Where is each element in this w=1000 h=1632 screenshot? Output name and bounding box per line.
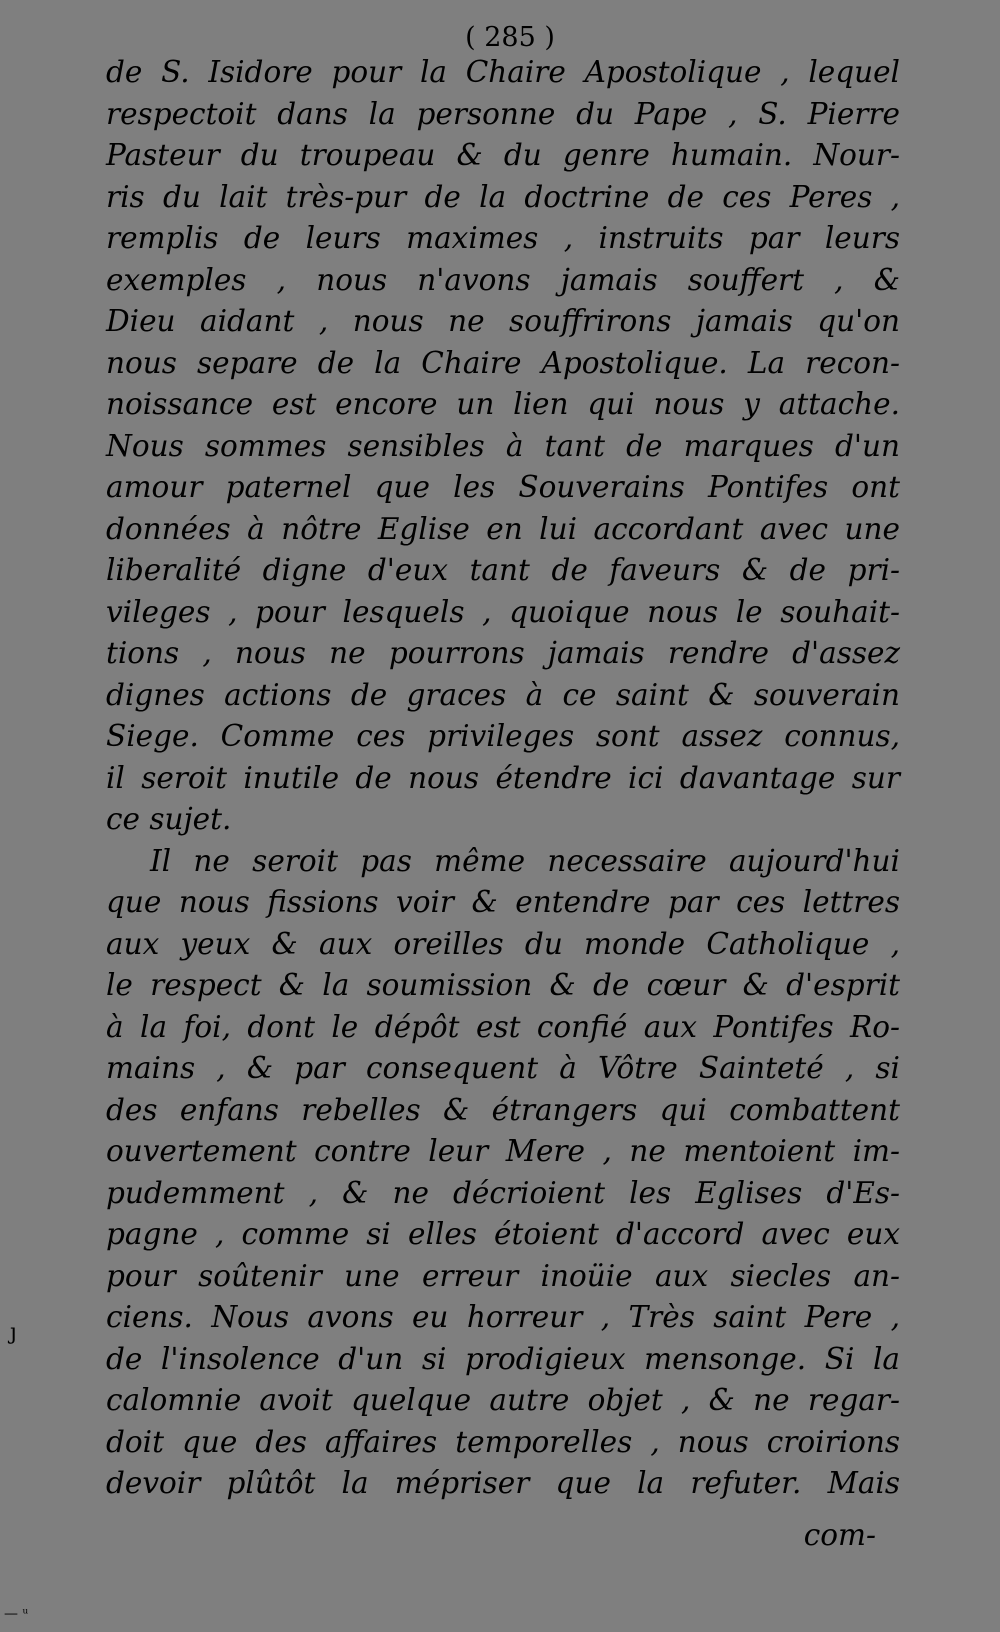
margin-mark: ȷ bbox=[10, 1320, 17, 1345]
text-line: liberalité digne d'eux tant de faveurs & de pri- bbox=[106, 553, 900, 587]
body-text bbox=[106, 52, 900, 1505]
text-line: pudemment , & ne décrioient les Eglises d'Es- bbox=[106, 1175, 900, 1210]
text-line: des enfans rebelles & étrangers qui combattent bbox=[106, 1092, 900, 1127]
text-line: nous separe de la Chaire Apostolique. La recon- bbox=[106, 345, 900, 380]
catchword: com- bbox=[803, 1518, 876, 1552]
text-line: ciens. Nous avons eu horreur , Très saint Pere , bbox=[106, 1300, 900, 1334]
corner-mark: — ᵘ bbox=[4, 1606, 29, 1622]
page-number: ( 285 ) bbox=[465, 22, 555, 53]
text-line: mains , & par consequent à Vôtre Sainteté , si bbox=[106, 1051, 900, 1085]
text-line: de S. Isidore pour la Chaire Apostolique , lequel bbox=[106, 55, 900, 89]
text-line: à la foi, dont le dépôt est confié aux Pontifes Ro- bbox=[106, 1009, 900, 1044]
text-line: ris du lait très-pur de la doctrine de ces Peres , bbox=[106, 179, 900, 214]
text-line: dignes actions de graces à ce saint & souverain bbox=[106, 677, 900, 712]
text-line: pour soûtenir une erreur inoüie aux siecles an- bbox=[106, 1258, 900, 1293]
text-line: Dieu aidant , nous ne souffrirons jamais qu'on bbox=[106, 304, 900, 338]
text-line: Nous sommes sensibles à tant de marques d'un bbox=[106, 428, 900, 463]
text-line: doit que des affaires temporelles , nous croirions bbox=[106, 1424, 900, 1459]
text-line: amour paternel que les Souverains Pontifes ont bbox=[106, 470, 900, 504]
text-line: tions , nous ne pourrons jamais rendre d'assez bbox=[106, 636, 900, 670]
text-line: noissance est encore un lien qui nous y attache. bbox=[106, 387, 900, 421]
text-line: pagne , comme si elles étoient d'accord avec eux bbox=[106, 1217, 900, 1251]
text-line: devoir plûtôt la mépriser que la refuter. Mais bbox=[106, 1466, 900, 1500]
text-line: données à nôtre Eglise en lui accordant avec une bbox=[106, 511, 900, 546]
text-line: exemples , nous n'avons jamais souffert , & bbox=[106, 262, 900, 297]
text-line: Pasteur du troupeau & du genre humain. Nour- bbox=[106, 138, 900, 172]
text-line: Il ne seroit pas même necessaire aujourd'hui bbox=[150, 843, 900, 878]
text-line: que nous fissions voir & entendre par ces lettres bbox=[106, 885, 900, 919]
text-line: il seroit inutile de nous étendre ici davantage sur bbox=[106, 760, 900, 795]
text-line: ce sujet. bbox=[106, 802, 232, 836]
text-line: de l'insolence d'un si prodigieux mensonge. Si la bbox=[106, 1341, 900, 1376]
text-line: vileges , pour lesquels , quoique nous le souhait- bbox=[106, 594, 900, 629]
text-line: aux yeux & aux oreilles du monde Catholique , bbox=[106, 926, 900, 961]
text-line: calomnie avoit quelque autre objet , & ne regar- bbox=[106, 1383, 900, 1417]
text-line: respectoit dans la personne du Pape , S. Pierre bbox=[106, 96, 900, 131]
text-line: remplis de leurs maximes , instruits par leurs bbox=[106, 221, 900, 255]
text-line: le respect & la soumission & de cœur & d'esprit bbox=[106, 968, 900, 1002]
text-line: Siege. Comme ces privileges sont assez connus, bbox=[106, 719, 900, 753]
text-line: ouvertement contre leur Mere , ne mentoient im- bbox=[106, 1134, 900, 1168]
